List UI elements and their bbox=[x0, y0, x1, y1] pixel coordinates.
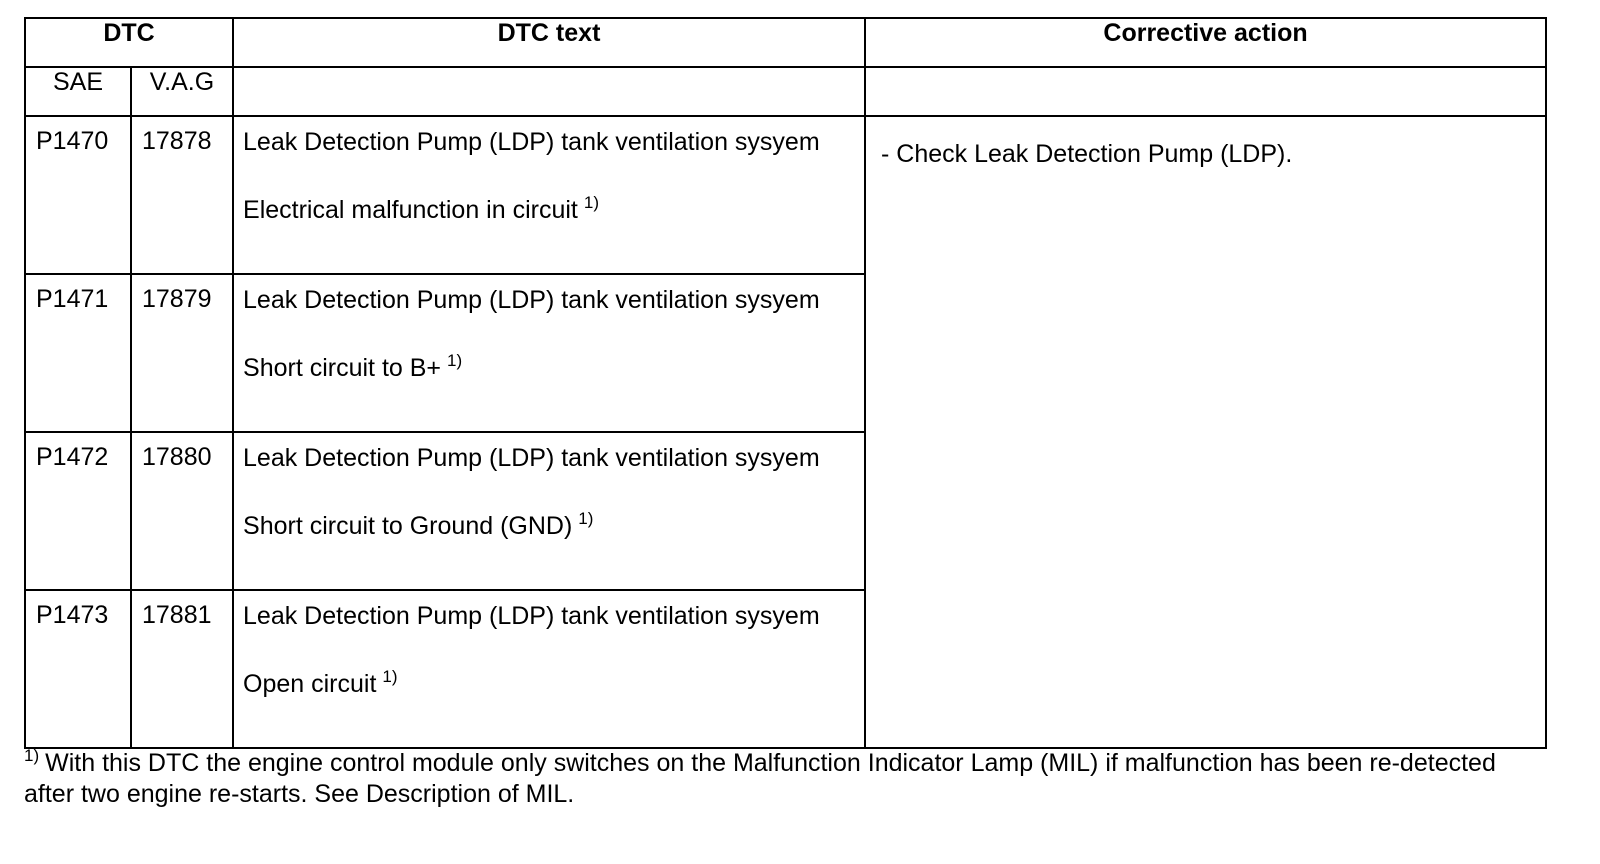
vag-code: 17878 bbox=[131, 116, 233, 274]
header-corrective-action: Corrective action bbox=[865, 18, 1546, 67]
subheader-empty-text bbox=[233, 67, 865, 116]
dtc-description: Leak Detection Pump (LDP) tank ventilation sysyem bbox=[243, 602, 820, 630]
subheader-row bbox=[25, 67, 1546, 116]
dtc-text-cell bbox=[233, 432, 865, 590]
dtc-condition bbox=[243, 669, 856, 700]
footnote-marker: 1) bbox=[24, 746, 40, 765]
dtc-text-cell bbox=[233, 590, 865, 748]
dtc-description: Leak Detection Pump (LDP) tank ventilation sysyem bbox=[243, 444, 820, 472]
dtc-condition bbox=[243, 195, 856, 226]
dtc-text-cell bbox=[233, 116, 865, 274]
dtc-table bbox=[24, 17, 1547, 749]
subheader-sae: SAE bbox=[25, 67, 131, 116]
dtc-description: Leak Detection Pump (LDP) tank ventilation sysyem bbox=[243, 286, 820, 314]
dtc-condition-text: Short circuit to B+ bbox=[243, 354, 442, 382]
dtc-condition-text: Electrical malfunction in circuit bbox=[243, 196, 578, 224]
table-row bbox=[25, 116, 1546, 274]
subheader-vag: V.A.G bbox=[131, 67, 233, 116]
vag-code: 17879 bbox=[131, 274, 233, 432]
dtc-condition bbox=[243, 511, 856, 542]
header-dtc: DTC bbox=[25, 18, 233, 67]
footnote-text: With this DTC the engine control module only switches on the Malfunction Indicator Lamp (MIL) if malfunction has been re-detected after two engine re-starts. See Description of MIL. bbox=[24, 749, 1496, 808]
dtc-description: Leak Detection Pump (LDP) tank ventilation sysyem bbox=[243, 128, 820, 156]
footnote-ref: 1) bbox=[382, 667, 398, 686]
footnote-ref: 1) bbox=[578, 509, 594, 528]
dtc-text-cell bbox=[233, 274, 865, 432]
sae-code: P1470 bbox=[25, 116, 131, 274]
footnote-ref: 1) bbox=[447, 351, 463, 370]
header-dtc-text: DTC text bbox=[233, 18, 865, 67]
vag-code: 17880 bbox=[131, 432, 233, 590]
sae-code: P1471 bbox=[25, 274, 131, 432]
sae-code: P1472 bbox=[25, 432, 131, 590]
vag-code: 17881 bbox=[131, 590, 233, 748]
dtc-condition bbox=[243, 353, 856, 384]
footnote bbox=[24, 748, 1544, 810]
footnote-ref: 1) bbox=[583, 193, 599, 212]
dtc-condition-text: Open circuit bbox=[243, 670, 377, 698]
header-row bbox=[25, 18, 1546, 67]
dtc-condition-text: Short circuit to Ground (GND) bbox=[243, 512, 573, 540]
sae-code: P1473 bbox=[25, 590, 131, 748]
subheader-empty-action bbox=[865, 67, 1546, 116]
corrective-action-cell: - Check Leak Detection Pump (LDP). bbox=[865, 116, 1546, 748]
